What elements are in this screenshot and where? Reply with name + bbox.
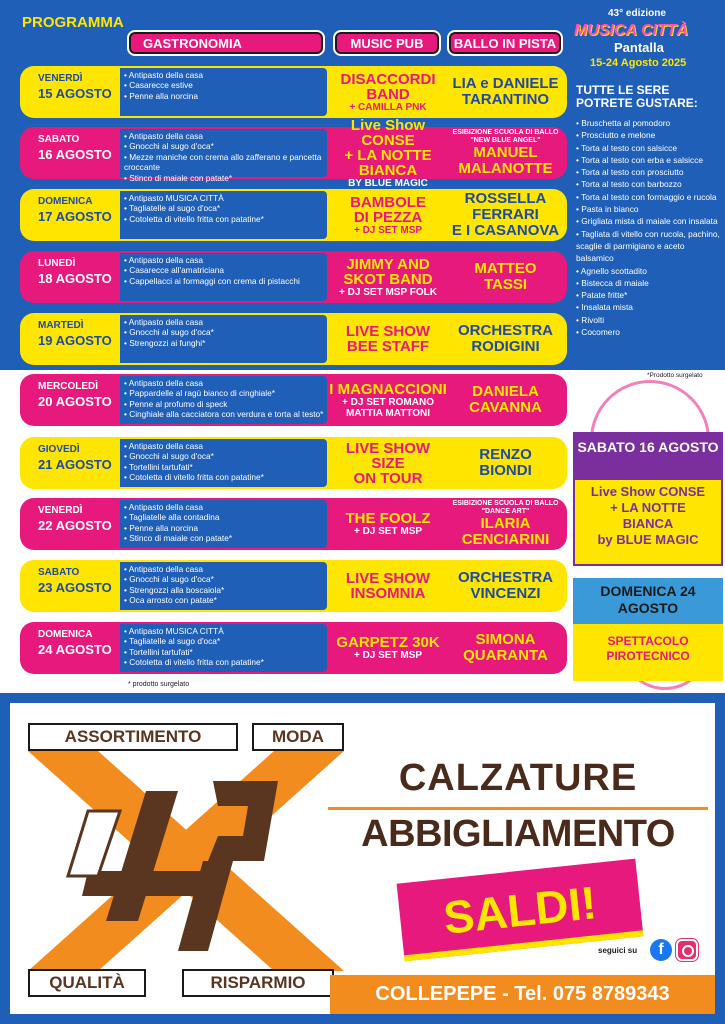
column-header-music-pub: MUSIC PUB: [333, 30, 441, 56]
ballo-line: ORCHESTRA: [457, 569, 553, 586]
ballo-line: BIONDI: [479, 462, 532, 479]
pub-line: BAMBOLE: [350, 193, 426, 211]
menu-list: [124, 317, 329, 361]
ballo-act: [448, 440, 563, 486]
row-day: SABATO: [38, 134, 80, 145]
every-night-item: • Cocomero: [576, 326, 722, 338]
music-pub-act: [329, 625, 447, 671]
special-line: SPETTACOLO: [607, 634, 689, 648]
special-line: PIROTECNICO: [606, 649, 690, 663]
menu-list: [124, 378, 329, 422]
ballo-line: DANIELA: [472, 383, 539, 400]
every-night-item: • Insalata mista: [576, 301, 722, 313]
menu-list: [124, 70, 329, 114]
row-date: [38, 134, 133, 162]
row-day: MARTEDÌ: [38, 320, 84, 331]
advertisement: [0, 693, 725, 1024]
pub-line: + LA NOTTE: [344, 146, 432, 164]
every-night-item: • Torta al testo con salsicce: [576, 142, 722, 154]
row-date-num: 20 AGOSTO: [38, 394, 112, 409]
special-line: + LA NOTTE: [610, 500, 686, 515]
row-date-num: 16 AGOSTO: [38, 147, 112, 162]
menu-list: [124, 502, 329, 546]
event-logo: MUSICA CITTÀ: [574, 22, 689, 39]
every-night-item: • Agnello scottadito: [576, 265, 722, 277]
every-night-item: • Bistecca di maiale: [576, 277, 722, 289]
ballo-act: [448, 501, 563, 547]
column-header-gastronomia: GASTRONOMIA: [127, 30, 325, 56]
pub-line: BEE STAFF: [346, 338, 430, 355]
pub-sub: + DJ SET ROMANO MATTIA MATTONI: [342, 396, 434, 419]
menu-item: • Strengozzi alla boscaiola*: [124, 585, 329, 595]
menu-list: [124, 441, 329, 485]
ballo-line: RENZO: [479, 446, 532, 463]
menu-item: • Antipasto della casa: [124, 564, 329, 574]
instagram-icon[interactable]: [676, 939, 698, 961]
menu-item: • Antipasto della casa: [124, 70, 329, 80]
pub-line: LIVE SHOW: [345, 570, 431, 587]
special-event-head: DOMENICA 24 AGOSTO: [600, 583, 696, 616]
programme-row: [20, 560, 567, 612]
row-date-num: 19 AGOSTO: [38, 333, 112, 348]
row-date-num: 24 AGOSTO: [38, 642, 112, 657]
programme-row: [20, 374, 567, 426]
ballo-act: [448, 316, 563, 362]
programme-row: [20, 116, 567, 189]
menu-list: [124, 564, 329, 608]
programme-row: [20, 498, 567, 550]
ballo-act: [448, 563, 563, 609]
pub-line: LIVE SHOW: [345, 323, 431, 340]
row-date: [38, 567, 133, 595]
abbigliamento-heading: ABBIGLIAMENTO: [361, 813, 675, 855]
programme-row: [20, 313, 567, 365]
menu-item: • Gnocchi al sugo d'oca*: [124, 574, 329, 584]
special-event-head: SABATO 16 AGOSTO: [577, 439, 719, 455]
pub-sub: + DJ SET MSP: [353, 650, 423, 661]
pub-sub: + DJ SET MSP: [353, 526, 423, 537]
menu-item: • Mezze maniche con crema allo zafferano e pancetta croccante: [124, 152, 329, 173]
saldi-banner: SALDI!: [397, 859, 644, 962]
moda-label: MODA: [252, 723, 344, 751]
pub-sub: + DJ SET MSP: [353, 224, 423, 236]
menu-item: • Gnocchi al sugo d'oca*: [124, 451, 329, 461]
event-dates: 15-24 Agosto 2025: [590, 57, 687, 69]
row-day: DOMENICA: [38, 629, 93, 640]
row-date: [38, 258, 133, 286]
special-line: by BLUE MAGIC: [597, 532, 699, 547]
ballo-line: ORCHESTRA: [457, 322, 553, 339]
pub-line: BIANCA: [358, 161, 418, 179]
row-day: VENERDÌ: [38, 505, 83, 516]
menu-item: • Penne alla norcina: [124, 91, 329, 101]
ballo-line: E I CASANOVA: [451, 222, 560, 239]
music-pub-act: [329, 440, 447, 486]
risparmio-label: RISPARMIO: [182, 969, 334, 997]
ballo-line: QUARANTA: [463, 647, 548, 664]
pub-sub: BY BLUE MAGIC: [348, 177, 428, 189]
ballo-line: TARANTINO: [461, 91, 550, 108]
menu-item: • Oca arrosto con patate*: [124, 595, 329, 605]
row-date: [38, 505, 133, 533]
pub-line: DI PEZZA: [353, 208, 423, 226]
every-night-item: • Prosciutto e melone: [576, 129, 722, 141]
menu-item: • Cappellacci ai formaggi con crema di pistacchi: [124, 276, 329, 286]
pub-line: Live Show CONSE: [350, 116, 426, 149]
column-header-ballo: BALLO IN PISTA: [447, 30, 563, 56]
music-pub-act: [329, 69, 447, 115]
ballo-act: [448, 69, 563, 115]
pub-sub: + CAMILLA PNK: [349, 101, 427, 113]
music-pub-act: [329, 501, 447, 547]
every-night-item: • Rivolti: [576, 314, 722, 326]
event-place: Pantalla: [614, 40, 664, 55]
every-night-item: • Torta al testo con barbozzo: [576, 178, 722, 190]
menu-item: • Tortellini tartufati*: [124, 647, 329, 657]
music-pub-act: [329, 254, 447, 300]
row-day: MERCOLEDÌ: [38, 381, 98, 392]
row-date-num: 15 AGOSTO: [38, 86, 112, 101]
menu-item: • Antipasto della casa: [124, 255, 329, 265]
qualita-label: QUALITÀ: [28, 969, 146, 997]
programme-row: [20, 437, 567, 489]
music-pub-act: [329, 377, 447, 423]
row-day: GIOVEDÌ: [38, 444, 80, 455]
music-pub-act: [329, 116, 447, 189]
ballo-line: MATTEO: [474, 260, 537, 277]
menu-item: • Tortellini tartufati*: [124, 462, 329, 472]
programme-row: [20, 622, 567, 674]
menu-item: • Antipasto della casa: [124, 441, 329, 451]
special-event-body: [575, 480, 721, 564]
special-event-box-1: [573, 432, 723, 566]
every-night-item: • Grigliata mista di maiale con insalata: [576, 215, 722, 227]
menu-item: • Antipasto della casa: [124, 378, 329, 388]
every-night-item: • Pasta in bianco: [576, 203, 722, 215]
menu-item: • Penne al profumo di speck: [124, 399, 329, 409]
surgelato-note: *Prodotto surgelato: [647, 372, 703, 379]
menu-item: • Casarecce estive: [124, 80, 329, 90]
ballo-act: [448, 377, 563, 423]
row-day: DOMENICA: [38, 196, 93, 207]
ballo-line: MANUEL: [473, 144, 538, 161]
menu-item: • Cinghiale alla cacciatora con verdura e torta al testo*: [124, 409, 329, 419]
menu-item: • Antipasto MUSICA CITTÀ: [124, 193, 329, 203]
row-date: [38, 381, 133, 409]
every-night-item: • Bruschetta al pomodoro: [576, 117, 722, 129]
row-day: LUNEDÌ: [38, 258, 76, 269]
pub-line: JIMMY AND: [346, 255, 430, 273]
row-date-num: 22 AGOSTO: [38, 518, 112, 533]
menu-item: • Casarecce all'amatriciana: [124, 265, 329, 275]
programme-row: [20, 251, 567, 303]
menu-list: [124, 131, 329, 183]
pub-line: I MAGNACCIONI: [329, 380, 447, 398]
every-night-item: • Torta al testo con erba e salsicce: [576, 154, 722, 166]
assortimento-label: ASSORTIMENTO: [28, 723, 238, 751]
menu-item: • Cotoletta di vitello fritta con patatine*: [124, 472, 329, 482]
facebook-icon[interactable]: f: [650, 939, 672, 961]
ballo-line: TASSI: [483, 276, 528, 293]
menu-item: • Gnocchi al sugo d'oca*: [124, 327, 329, 337]
menu-item: • Pappardelle al ragù bianco di cinghiale*: [124, 388, 329, 398]
edition-label: 43° edizione: [608, 8, 666, 19]
ad-panel: [10, 703, 715, 1014]
row-date: [38, 196, 133, 224]
calzature-heading: CALZATURE: [398, 757, 638, 799]
every-night-menu: [576, 117, 722, 338]
ballo-line: CENCIARINI: [461, 531, 550, 548]
menu-item: • Strengozzi ai funghi*: [124, 338, 329, 348]
ballo-act: [448, 254, 563, 300]
pub-line: DISACCORDI: [340, 70, 436, 88]
row-day: VENERDÌ: [38, 73, 83, 84]
ballo-line: MALANOTTE: [458, 160, 553, 177]
pub-line: BAND: [366, 85, 410, 103]
ballo-line: FERRARI: [472, 206, 539, 223]
menu-list: [124, 626, 329, 670]
special-event-body: [573, 624, 723, 681]
ballo-note: ESIBIZIONE SCUOLA DI BALLO "NEW BLUE ANGEL": [452, 129, 559, 144]
menu-item: • Gnocchi al sugo d'oca*: [124, 141, 329, 151]
menu-item: • Tagliatelle al sugo d'oca*: [124, 636, 329, 646]
contact-bar: COLLEPEPE - Tel. 075 8789343: [330, 975, 715, 1014]
menu-item: • Cotoletta di vitello fritta con patatine*: [124, 214, 329, 224]
special-event-box-2: [573, 578, 723, 681]
menu-item: • Tagliatelle al sugo d'oca*: [124, 203, 329, 213]
music-pub-act: [329, 192, 447, 238]
every-night-item: • Torta al testo con formaggio e rucola: [576, 191, 722, 203]
pub-line: SKOT BAND: [343, 270, 433, 288]
every-night-item: • Patate fritte*: [576, 289, 722, 301]
programme-row: [20, 66, 567, 118]
menu-item: • Stinco di maiale con patate*: [124, 173, 329, 183]
ballo-act: [448, 192, 563, 238]
ballo-line: ROSSELLA: [464, 190, 547, 207]
ballo-line: ILARIA: [480, 515, 531, 532]
row-date: [38, 629, 133, 657]
programme-row: [20, 189, 567, 241]
menu-item: • Antipasto della casa: [124, 131, 329, 141]
menu-item: • Cotoletta di vitello fritta con patatine*: [124, 657, 329, 667]
ballo-line: RODIGINI: [471, 338, 540, 355]
menu-item: • Penne alla norcina: [124, 523, 329, 533]
music-pub-act: [329, 563, 447, 609]
menu-item: • Stinco di maiale con patate*: [124, 533, 329, 543]
brand-logo-icon: [28, 751, 344, 971]
row-date: [38, 73, 133, 101]
row-date: [38, 444, 133, 472]
ballo-note: ESIBIZIONE SCUOLA DI BALLO "DANCE ART": [452, 500, 559, 515]
ballo-act: [448, 625, 563, 671]
every-night-item: • Torta al testo con prosciutto: [576, 166, 722, 178]
special-line: BIANCA: [622, 516, 674, 531]
programma-title: PROGRAMMA: [22, 14, 124, 31]
menu-item: • Antipasto MUSICA CITTÀ: [124, 626, 329, 636]
follow-label: seguici su: [598, 946, 638, 955]
menu-item: • Antipasto della casa: [124, 502, 329, 512]
music-pub-act: [329, 316, 447, 362]
special-line: Live Show CONSE: [590, 484, 706, 499]
row-date-num: 23 AGOSTO: [38, 580, 112, 595]
menu-list: [124, 255, 329, 299]
pub-line: THE FOOLZ: [345, 510, 431, 527]
pub-sub: + DJ SET MSP FOLK: [339, 286, 437, 298]
row-date: [38, 320, 133, 348]
every-night-title: TUTTE LE SERE POTRETE GUSTARE:: [576, 83, 698, 110]
ballo-line: SIMONA: [475, 631, 536, 648]
row-date-num: 18 AGOSTO: [38, 271, 112, 286]
ballo-act: [448, 130, 563, 176]
row-date-num: 21 AGOSTO: [38, 457, 112, 472]
ballo-line: VINCENZI: [470, 585, 541, 602]
footnote: * prodotto surgelato: [128, 681, 190, 688]
menu-item: • Tagliatelle alla contadina: [124, 512, 329, 522]
pub-line: GARPETZ 30K: [336, 634, 440, 651]
pub-line: ON TOUR: [353, 469, 423, 487]
pub-line: LIVE SHOW: [345, 439, 431, 457]
ballo-line: LIA e DANIELE: [452, 75, 559, 92]
menu-list: [124, 193, 329, 237]
pub-line: INSOMNIA: [350, 585, 426, 602]
row-day: SABATO: [38, 567, 80, 578]
divider: [328, 807, 708, 810]
ballo-line: CAVANNA: [469, 399, 542, 416]
menu-item: • Antipasto della casa: [124, 317, 329, 327]
every-night-item: • Tagliata di vitello con rucola, pachino, scaglie di parmigiano e aceto balsamico: [576, 228, 722, 265]
row-date-num: 17 AGOSTO: [38, 209, 112, 224]
pub-line: SIZE: [371, 454, 405, 472]
